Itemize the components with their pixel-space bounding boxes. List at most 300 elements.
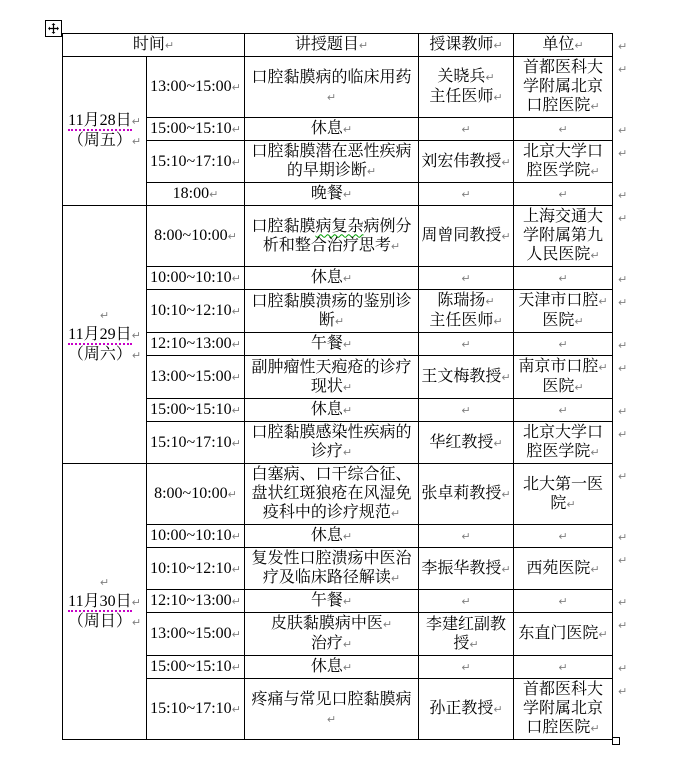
unit-cell[interactable] xyxy=(514,548,613,590)
paragraph xyxy=(247,68,416,107)
text-run: 18:00 xyxy=(172,185,210,202)
topic-cell[interactable] xyxy=(245,141,419,183)
pilcrow-mark: ↵ xyxy=(461,338,471,351)
paragraph xyxy=(247,690,416,729)
time-cell[interactable] xyxy=(147,613,245,656)
paragraph xyxy=(65,131,144,151)
text-run: 15:10~17:10 xyxy=(150,152,232,170)
time-cell[interactable] xyxy=(147,141,245,183)
teacher-cell[interactable] xyxy=(419,464,514,525)
pilcrow-mark: ↵ xyxy=(164,39,175,52)
pilcrow-mark: ↵ xyxy=(461,123,471,136)
teacher-cell[interactable] xyxy=(419,118,514,141)
text-run: 北京大学口腔医学院 xyxy=(522,424,603,460)
row-end-mark xyxy=(613,548,653,590)
topic-cell[interactable] xyxy=(245,525,419,548)
pilcrow-mark: ↵ xyxy=(342,661,353,674)
table-row xyxy=(63,613,653,656)
paragraph xyxy=(516,291,610,311)
time-cell[interactable] xyxy=(147,356,245,399)
table-row xyxy=(63,183,653,206)
paragraph xyxy=(516,35,610,55)
pilcrow-mark: ↵ xyxy=(342,380,353,394)
pilcrow-mark: ↵ xyxy=(501,230,511,243)
pilcrow-mark: ↵ xyxy=(590,446,600,459)
table-row xyxy=(63,590,653,613)
text-run: 上海交通大学附属第九人民医院 xyxy=(522,208,603,263)
text-run: 10:00~10:10 xyxy=(150,527,232,544)
paragraph xyxy=(421,526,511,546)
text-run: 首都医科大学附属北京口腔医院 xyxy=(522,681,603,736)
pilcrow-mark: ↵ xyxy=(231,661,241,674)
pilcrow-mark: ↵ xyxy=(131,348,142,362)
paragraph xyxy=(421,433,511,453)
row-end-mark xyxy=(613,613,653,656)
date-cell[interactable] xyxy=(63,464,147,740)
text-run: 口腔黏膜潜在恶性疾病的早期诊断 xyxy=(251,143,412,179)
unit-cell[interactable] xyxy=(514,141,613,183)
paragraph xyxy=(149,624,242,644)
table-move-handle[interactable] xyxy=(45,20,62,37)
table-row xyxy=(63,290,653,333)
time-cell[interactable] xyxy=(147,422,245,464)
topic-cell[interactable] xyxy=(245,206,419,267)
paragraph xyxy=(65,305,144,325)
row-end-mark xyxy=(613,290,653,333)
pilcrow-mark: ↵ xyxy=(590,722,600,735)
pilcrow-mark: ↵ xyxy=(366,165,377,178)
teacher-cell[interactable] xyxy=(419,267,514,290)
text-run: 关晓兵 xyxy=(437,68,486,85)
time-cell[interactable] xyxy=(147,333,245,356)
pilcrow-mark: ↵ xyxy=(618,39,628,53)
table-row xyxy=(63,422,653,464)
teacher-header[interactable] xyxy=(419,34,514,57)
text-run: 疼痛与常见口腔黏膜病 xyxy=(251,690,412,708)
text-run: 南京市口腔 xyxy=(518,358,599,375)
text-run: 午餐 xyxy=(310,335,343,352)
paragraph xyxy=(149,484,242,504)
paragraph xyxy=(421,657,511,677)
text-run: 天津市口腔 xyxy=(518,292,599,309)
teacher-cell[interactable] xyxy=(419,399,514,422)
time-cell[interactable] xyxy=(147,525,245,548)
pilcrow-mark: ↵ xyxy=(334,314,345,328)
teacher-cell[interactable] xyxy=(419,590,514,613)
text-run: 周曾同教授 xyxy=(421,227,502,244)
pilcrow-mark: ↵ xyxy=(461,530,471,543)
pilcrow-mark: ↵ xyxy=(131,115,141,128)
pilcrow-mark: ↵ xyxy=(558,188,568,201)
time-cell[interactable] xyxy=(147,290,245,333)
topic-cell[interactable] xyxy=(245,422,419,464)
pilcrow-mark: ↵ xyxy=(501,155,511,169)
row-end-mark xyxy=(613,422,653,464)
paragraph xyxy=(65,35,242,55)
text-run: （周六） xyxy=(67,345,132,363)
table-row xyxy=(63,118,653,141)
unit-cell[interactable] xyxy=(514,356,613,399)
paragraph xyxy=(421,67,511,87)
pilcrow-mark: ↵ xyxy=(231,436,241,450)
text-run: 15:00~15:10 xyxy=(150,120,232,137)
unit-cell[interactable] xyxy=(514,679,613,740)
row-end-mark xyxy=(613,34,653,57)
paragraph xyxy=(421,268,511,288)
pilcrow-mark: ↵ xyxy=(618,188,628,202)
pilcrow-mark: ↵ xyxy=(574,315,584,328)
pilcrow-mark: ↵ xyxy=(574,39,584,52)
time-header[interactable] xyxy=(63,34,245,57)
text-run: 皮肤黏膜病中医 xyxy=(270,615,383,632)
pilcrow-mark: ↵ xyxy=(231,404,241,417)
table-row xyxy=(63,57,653,118)
paragraph xyxy=(421,484,511,504)
text-run: 孙正教授 xyxy=(429,700,494,717)
pilcrow-mark: ↵ xyxy=(558,338,568,351)
text-run: 口腔黏膜感染性疾病的诊疗 xyxy=(251,424,412,460)
paragraph xyxy=(65,111,144,131)
topic-cell[interactable] xyxy=(245,464,419,525)
header-row xyxy=(63,34,653,57)
pilcrow-mark: ↵ xyxy=(131,595,141,609)
pilcrow-mark: ↵ xyxy=(493,91,503,104)
pilcrow-mark: ↵ xyxy=(558,123,568,136)
pilcrow-mark: ↵ xyxy=(558,595,568,608)
paragraph xyxy=(516,559,610,579)
pilcrow-mark: ↵ xyxy=(501,371,511,384)
pilcrow-mark: ↵ xyxy=(574,381,584,394)
unit-cell[interactable] xyxy=(514,267,613,290)
row-end-mark xyxy=(613,590,653,613)
paragraph xyxy=(149,699,242,719)
paragraph xyxy=(516,334,610,354)
text-run: 白塞病、口干综合征、盘状红斑狼疮在风湿免疫科中的诊疗规范 xyxy=(251,466,412,521)
paragraph xyxy=(149,559,242,579)
pilcrow-mark: ↵ xyxy=(461,404,471,417)
text-run: 北京大学口腔医学院 xyxy=(522,143,603,179)
time-cell[interactable] xyxy=(147,590,245,613)
text-run: 12:10~13:00 xyxy=(150,335,232,352)
pilcrow-mark: ↵ xyxy=(342,530,353,543)
unit-cell[interactable] xyxy=(514,57,613,118)
pilcrow-mark: ↵ xyxy=(342,404,353,417)
text-run: 王文梅教授 xyxy=(421,368,502,385)
paragraph xyxy=(516,591,610,611)
text-run: 13:00~15:00 xyxy=(150,625,232,642)
pilcrow-mark: ↵ xyxy=(618,661,628,675)
text-run: 主任医师 xyxy=(429,88,494,105)
text-run: 治疗 xyxy=(310,635,343,652)
pilcrow-mark: ↵ xyxy=(231,628,241,641)
pilcrow-mark: ↵ xyxy=(598,295,608,308)
pilcrow-mark: ↵ xyxy=(493,315,503,328)
paragraph xyxy=(149,184,242,204)
unit-cell[interactable] xyxy=(514,422,613,464)
unit-cell[interactable] xyxy=(514,206,613,267)
text-run: 10:10~12:10 xyxy=(150,302,232,319)
pilcrow-mark: ↵ xyxy=(131,328,141,342)
pilcrow-mark: ↵ xyxy=(558,530,568,543)
unit-cell[interactable] xyxy=(514,290,613,333)
teacher-cell[interactable] xyxy=(419,290,514,333)
unit-header[interactable] xyxy=(514,34,613,57)
text-run: 陈瑞扬 xyxy=(437,292,486,309)
schedule-table xyxy=(62,33,653,740)
table-row xyxy=(63,267,653,290)
paragraph xyxy=(65,612,144,632)
paragraph xyxy=(149,226,242,246)
pilcrow-mark: ↵ xyxy=(99,575,110,589)
paragraph xyxy=(516,400,610,420)
unit-cell[interactable] xyxy=(514,525,613,548)
text-run: 休息 xyxy=(310,401,343,418)
text-run: 8:00~10:00 xyxy=(154,227,228,244)
time-cell[interactable] xyxy=(147,399,245,422)
text-run: 休息 xyxy=(310,120,343,137)
text-run: 13:00~15:00 xyxy=(150,368,232,385)
time-cell[interactable] xyxy=(147,548,245,590)
text-run: 休息 xyxy=(310,527,343,544)
text-run: 病例分析和整合治疗思考 xyxy=(262,217,412,254)
row-end-mark xyxy=(613,206,653,267)
topic-cell[interactable] xyxy=(245,57,419,118)
pilcrow-mark: ↵ xyxy=(618,469,628,483)
paragraph xyxy=(149,152,242,172)
text-run: 主任医师 xyxy=(429,312,494,329)
time-cell[interactable] xyxy=(147,57,245,118)
paragraph xyxy=(247,358,416,397)
unit-cell[interactable] xyxy=(514,183,613,206)
paragraph xyxy=(421,291,511,311)
unit-cell[interactable] xyxy=(514,613,613,656)
paragraph xyxy=(247,292,416,331)
time-cell[interactable] xyxy=(147,206,245,267)
text-run: 单位 xyxy=(542,36,575,53)
teacher-cell[interactable] xyxy=(419,183,514,206)
table-row xyxy=(63,356,653,399)
paragraph xyxy=(421,400,511,420)
pilcrow-mark: ↵ xyxy=(598,628,608,641)
unit-cell[interactable] xyxy=(514,590,613,613)
text-run: 西苑医院 xyxy=(526,559,591,577)
text-run: 张卓莉教授 xyxy=(421,485,502,502)
teacher-cell[interactable] xyxy=(419,422,514,464)
topic-cell[interactable] xyxy=(245,613,419,656)
time-cell[interactable] xyxy=(147,679,245,740)
text-run: 副肿瘤性天疱疮的诊疗现状 xyxy=(251,358,412,395)
topic-cell[interactable] xyxy=(245,356,419,399)
date-cell[interactable] xyxy=(63,206,147,464)
pilcrow-mark: ↵ xyxy=(342,338,353,351)
paragraph xyxy=(421,184,511,204)
teacher-cell[interactable] xyxy=(419,206,514,267)
teacher-cell[interactable] xyxy=(419,656,514,679)
table-row xyxy=(63,656,653,679)
table-row xyxy=(63,679,653,740)
paragraph xyxy=(516,58,610,116)
paragraph xyxy=(247,634,416,654)
text-run: 复发性口腔溃疡中医治疗及临床路径解读 xyxy=(251,550,412,586)
paragraph xyxy=(421,591,511,611)
unit-cell[interactable] xyxy=(514,118,613,141)
paragraph xyxy=(149,400,242,420)
paragraph xyxy=(247,217,416,256)
teacher-cell[interactable] xyxy=(419,679,514,740)
paragraph xyxy=(516,680,610,738)
pilcrow-mark: ↵ xyxy=(493,436,503,450)
paragraph xyxy=(149,433,242,453)
text-run: （周五） xyxy=(67,132,132,149)
topic-cell[interactable] xyxy=(245,267,419,290)
paragraph xyxy=(149,657,242,677)
table-row xyxy=(63,333,653,356)
paragraph xyxy=(421,699,511,719)
paragraph xyxy=(516,657,610,677)
unit-cell[interactable] xyxy=(514,333,613,356)
pilcrow-mark: ↵ xyxy=(598,361,608,374)
topic-cell[interactable] xyxy=(245,590,419,613)
pilcrow-mark: ↵ xyxy=(227,488,237,501)
topic-cell[interactable] xyxy=(245,118,419,141)
text-run: 15:10~17:10 xyxy=(150,700,232,717)
topic-cell[interactable] xyxy=(245,656,419,679)
text-run: 时间 xyxy=(132,36,165,53)
time-cell[interactable] xyxy=(147,118,245,141)
topic-cell[interactable] xyxy=(245,679,419,740)
row-end-mark xyxy=(613,679,653,740)
text-run: （周日） xyxy=(67,612,132,630)
paragraph xyxy=(149,119,242,139)
time-cell[interactable] xyxy=(147,464,245,525)
pilcrow-mark: ↵ xyxy=(342,446,353,459)
time-cell[interactable] xyxy=(147,267,245,290)
pilcrow-mark: ↵ xyxy=(485,71,495,84)
teacher-cell[interactable] xyxy=(419,356,514,399)
pilcrow-mark: ↵ xyxy=(209,188,219,201)
text-run: 11月28日 xyxy=(68,112,132,129)
paragraph xyxy=(516,119,610,139)
text-run: 东直门医院 xyxy=(518,625,599,642)
topic-cell[interactable] xyxy=(245,333,419,356)
teacher-cell[interactable] xyxy=(419,57,514,118)
paragraph xyxy=(516,311,610,331)
paragraph xyxy=(421,226,511,246)
row-end-mark xyxy=(613,464,653,525)
unit-cell[interactable] xyxy=(514,464,613,525)
text-run: 11月30日 xyxy=(68,592,132,610)
pilcrow-mark: ↵ xyxy=(558,272,568,285)
paragraph xyxy=(516,207,610,265)
paragraph xyxy=(421,311,511,331)
text-run: 口腔黏膜溃疡的鉴别诊断 xyxy=(251,292,412,329)
pilcrow-mark: ↵ xyxy=(227,230,237,243)
pilcrow-mark: ↵ xyxy=(493,703,503,716)
paragraph xyxy=(247,400,416,420)
pilcrow-mark: ↵ xyxy=(342,272,353,285)
pilcrow-mark: ↵ xyxy=(231,155,241,169)
row-end-mark xyxy=(613,333,653,356)
teacher-cell[interactable] xyxy=(419,333,514,356)
text-run: 刘宏伟教授 xyxy=(421,152,502,170)
pilcrow-mark: ↵ xyxy=(461,188,471,201)
pilcrow-mark: ↵ xyxy=(558,661,568,674)
pilcrow-mark: ↵ xyxy=(231,272,241,285)
text-run: 15:10~17:10 xyxy=(150,433,232,451)
text-run: 10:10~12:10 xyxy=(150,559,232,577)
text-run: 授课教师 xyxy=(429,36,494,53)
pilcrow-mark: ↵ xyxy=(326,712,337,726)
text-run: 北大第一医院 xyxy=(522,475,603,512)
pilcrow-mark: ↵ xyxy=(99,308,110,322)
pilcrow-mark: ↵ xyxy=(231,562,241,576)
pilcrow-mark: ↵ xyxy=(131,615,142,629)
topic-cell[interactable] xyxy=(245,290,419,333)
pilcrow-mark: ↵ xyxy=(390,507,401,520)
teacher-cell[interactable] xyxy=(419,525,514,548)
pilcrow-mark: ↵ xyxy=(390,239,401,253)
pilcrow-mark: ↵ xyxy=(501,488,511,501)
text-run: 病复杂 xyxy=(315,217,364,235)
paragraph xyxy=(421,35,511,55)
text-run: 15:00~15:10 xyxy=(150,401,232,418)
text-run: 午餐 xyxy=(310,592,343,609)
paragraph xyxy=(421,559,511,579)
paragraph xyxy=(65,325,144,345)
row-end-mark xyxy=(613,57,653,118)
unit-cell[interactable] xyxy=(514,656,613,679)
date-cell[interactable] xyxy=(63,57,147,206)
paragraph xyxy=(516,475,610,514)
paragraph xyxy=(516,184,610,204)
topic-cell[interactable] xyxy=(245,548,419,590)
paragraph xyxy=(247,591,416,611)
paragraph xyxy=(247,268,416,288)
paragraph xyxy=(247,142,416,181)
teacher-cell[interactable] xyxy=(419,548,514,590)
pilcrow-mark: ↵ xyxy=(358,39,369,52)
topic-cell[interactable] xyxy=(245,183,419,206)
table-row xyxy=(63,399,653,422)
row-end-mark xyxy=(613,267,653,290)
unit-cell[interactable] xyxy=(514,399,613,422)
teacher-cell[interactable] xyxy=(419,613,514,656)
pilcrow-mark: ↵ xyxy=(590,165,600,178)
topic-cell[interactable] xyxy=(245,399,419,422)
teacher-cell[interactable] xyxy=(419,141,514,183)
paragraph xyxy=(149,268,242,288)
row-end-mark xyxy=(613,141,653,183)
pilcrow-mark: ↵ xyxy=(342,123,353,136)
pilcrow-mark: ↵ xyxy=(231,305,241,318)
pilcrow-mark: ↵ xyxy=(618,530,628,544)
paragraph xyxy=(149,526,242,546)
text-run: 11月29日 xyxy=(68,325,132,343)
pilcrow-mark: ↵ xyxy=(231,338,241,351)
topic-header[interactable] xyxy=(245,34,419,57)
paragraph xyxy=(65,592,144,612)
row-end-mark xyxy=(613,118,653,141)
paragraph xyxy=(421,615,511,654)
pilcrow-mark: ↵ xyxy=(618,123,628,137)
paragraph xyxy=(421,87,511,107)
pilcrow-mark: ↵ xyxy=(231,81,241,94)
time-cell[interactable] xyxy=(147,656,245,679)
paragraph xyxy=(65,572,144,592)
time-cell[interactable] xyxy=(147,183,245,206)
pilcrow-mark: ↵ xyxy=(590,249,600,262)
paragraph xyxy=(516,423,610,462)
